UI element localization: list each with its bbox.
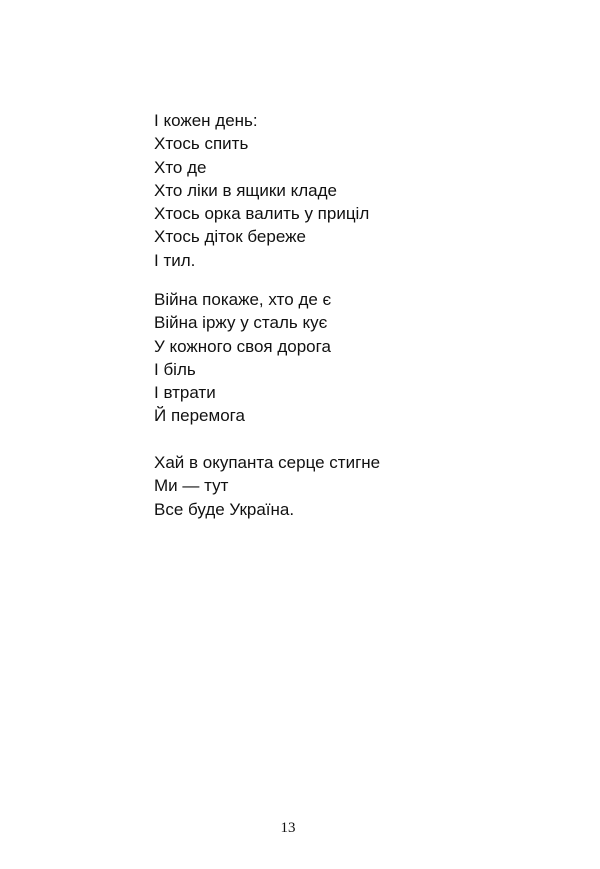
stanza-3 [154,451,380,521]
poem-line: Хтось діток береже [154,227,306,247]
poem-line: І кожен день: [154,111,258,130]
poem-line: Хтось орка валить у приціл [154,204,370,224]
poem-line: Хто де [154,157,207,177]
poem-line: Хто ліки в ящики кладе [154,180,337,200]
stanza-1 [154,109,369,272]
poem-line: Хай в окупанта серце стигне [154,453,381,472]
poem-line: У кожного своя дорога [154,336,331,356]
poem-line: Й перемога [154,406,245,426]
poem-line: І втрати [154,383,216,403]
poem-line: Війна іржу у сталь кує [154,313,328,333]
poem-line: Хтось спить [154,134,249,154]
poem-line: Все буде Україна. [154,499,295,519]
poem-line: І біль [154,359,196,379]
page-number: 13 [280,820,296,836]
poem-line: Ми — тут [154,476,229,496]
stanza-2 [154,288,331,428]
poem-line: Війна покаже, хто де є [154,290,332,309]
poem-line: І тил. [154,250,196,270]
